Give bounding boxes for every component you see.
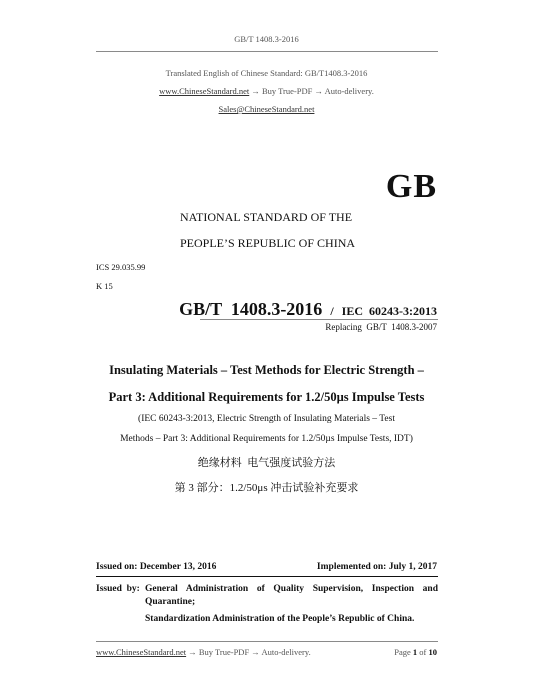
republic-title: PEOPLE’S REPUBLIC OF CHINA	[180, 236, 356, 250]
running-header: GB/T 1408.3-2016	[234, 34, 299, 44]
page-number: 1	[412, 647, 418, 657]
header-divider	[96, 51, 438, 52]
buy-text: Buy True-PDF	[262, 86, 313, 96]
issuer-line-3: Standardization Administration of the People’s Republic of China.	[145, 614, 415, 624]
chinese-title-1: 绝缘材料 电气强度试验方法	[197, 457, 336, 469]
separator: /	[330, 304, 334, 318]
gb-logo: GB	[385, 168, 437, 205]
footer-buy-text: Buy True-PDF	[198, 647, 250, 657]
page-indicator	[394, 647, 437, 657]
delivery-text: Auto-delivery.	[324, 86, 374, 96]
iec-reference-line-1: (IEC 60243-3:2013, Electric Strength of Insulating Materials – Test	[138, 414, 395, 424]
page-total: 10	[428, 647, 437, 657]
page-label: Page	[394, 647, 411, 657]
of-label: of	[419, 647, 427, 657]
arrow-icon: →	[251, 647, 260, 657]
arrow-icon: →	[251, 86, 260, 96]
implemented-on: Implemented on: July 1, 2017	[316, 562, 437, 572]
chinese-title-2: 第 3 部分：1.2/50μs 冲击试验补充要求	[174, 482, 359, 494]
arrow-icon: →	[188, 647, 197, 657]
site-link[interactable]: www.ChineseStandard.net	[159, 86, 250, 96]
footer-divider	[96, 641, 438, 642]
iec-reference-line-2: Methods – Part 3: Additional Requirements for 1.2/50µs Impulse Tests, IDT)	[120, 434, 413, 444]
standard-number: GB/T 1408.3-2016	[179, 299, 323, 319]
issued-on: Issued on: December 13, 2016	[96, 562, 217, 572]
translation-notice: Translated English of Chinese Standard: GB/T1408.3-2016	[165, 68, 368, 78]
footer-purchase-line	[96, 647, 311, 657]
title-line-2: Part 3: Additional Requirements for 1.2/50µs Impulse Tests	[108, 390, 425, 404]
purchase-line	[0, 86, 533, 96]
issuer-line-1: General Administration of Quality Supervision, Inspection and	[145, 584, 438, 594]
ccs-code: K 15	[96, 281, 113, 291]
footer-delivery-text: Auto-delivery.	[261, 647, 311, 657]
issued-by-label: Issued by:	[96, 584, 140, 594]
email-line	[0, 104, 533, 114]
national-standard-title: NATIONAL STANDARD OF THE	[180, 210, 353, 224]
standard-number-line	[179, 299, 437, 320]
replacing-note: Replacing GB/T 1408.3-2007	[325, 322, 437, 332]
issuer-line-2: Quarantine;	[145, 597, 196, 607]
standard-number-divider	[200, 319, 438, 320]
arrow-icon: →	[314, 86, 323, 96]
iec-number: IEC 60243-3:2013	[341, 304, 437, 318]
dates-divider	[96, 576, 438, 577]
email-link[interactable]: Sales@ChineseStandard.net	[218, 104, 315, 114]
footer-site-link[interactable]: www.ChineseStandard.net	[96, 647, 187, 657]
title-line-1: Insulating Materials – Test Methods for Electric Strength –	[109, 363, 424, 377]
ics-code: ICS 29.035.99	[96, 262, 146, 272]
